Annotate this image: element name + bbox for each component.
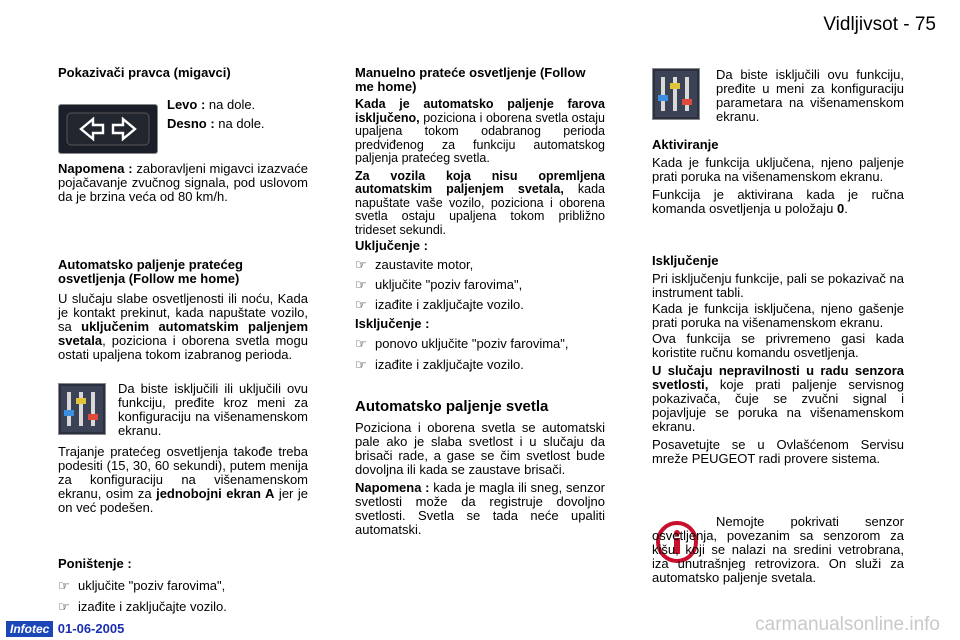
auto-lights-title: Automatsko paljenje svetla xyxy=(355,398,549,415)
config-menu-icon-2 xyxy=(652,68,700,120)
config-text-2-content: Da biste isključili ovu funkciju, pređite u meni za konfiguraciju parametara na višenamenskom ekranu. xyxy=(716,67,904,124)
on-item-1: zaustavite motor, xyxy=(375,257,474,272)
auto-lights-note-label: Napomena : xyxy=(355,480,430,495)
switch-on-section xyxy=(355,239,610,312)
list-item xyxy=(58,600,308,614)
switch-off-section xyxy=(355,317,610,372)
manual-bold: Kada je automatsko paljenje farova isključeno, xyxy=(355,97,605,125)
desno-label: Desno : xyxy=(167,116,215,131)
footer-date: 01-06-2005 xyxy=(57,621,125,636)
infotec-logo: Infotec xyxy=(6,621,53,637)
fault-bold: U slučaju nepravilnosti u radu senzora svetlosti, xyxy=(652,363,904,392)
watermark: carmanualsonline.info xyxy=(755,614,940,635)
levo-text: na dole. xyxy=(205,97,256,112)
activate-heading: Aktiviranje xyxy=(652,137,719,152)
cancel-section xyxy=(58,557,308,614)
hand-pointer-icon: ☞ xyxy=(58,578,70,593)
list-item xyxy=(355,258,610,272)
off-item-1: ponovo uključite "poziv farovima", xyxy=(375,336,569,351)
deactivate-section xyxy=(652,254,904,466)
hand-pointer-icon: ☞ xyxy=(355,336,367,351)
levo-desno-block xyxy=(167,98,307,131)
turn-signal-icon xyxy=(58,104,158,154)
activate-text-2c: . xyxy=(844,201,848,216)
indicator-note xyxy=(58,162,308,204)
config-text-1 xyxy=(118,382,308,438)
duration-text-bold: jednobojni ekran A xyxy=(156,486,275,501)
note-label: Napomena : xyxy=(58,161,133,176)
footer xyxy=(6,620,124,638)
page-title: Vidljivsot - 75 xyxy=(823,14,936,35)
hand-pointer-icon: ☞ xyxy=(58,599,70,614)
levo-line xyxy=(167,98,307,112)
auto-follow-text xyxy=(58,292,308,362)
column-1 xyxy=(58,66,308,80)
off-item-2: izađite i zaključajte vozilo. xyxy=(375,357,524,372)
duration-text xyxy=(58,445,308,515)
deactivate-text-3: Ova funkcija se privremeno gasi kada koristite ručnu komandu osvetljenja. xyxy=(652,331,904,360)
fault-text-content: koje prati paljenje servisnog pokazivača, čuje se zvučni signal i pojavljuje se poruka na višenamenskom ekranu. xyxy=(652,377,904,434)
hand-pointer-icon: ☞ xyxy=(355,277,367,292)
fault-text xyxy=(652,364,904,434)
deactivate-text-2: Kada je funkcija isključena, njeno gašenje prati poruka na višenamenskom ekranu. xyxy=(652,301,904,330)
cancel-item-2: izađite i zaključajte vozilo. xyxy=(78,599,227,614)
list-item xyxy=(58,579,308,593)
deactivate-text-1: Pri isključenju funkcije, pali se pokazivač na instrument tabli. xyxy=(652,271,904,300)
activate-text-2 xyxy=(652,188,904,216)
desno-line xyxy=(167,117,307,131)
note-text: zaboravljeni migavci izazvaće pojačavanje zvučnog signala, pod uslovom da je brzina veća od 80 km/h. xyxy=(58,161,308,204)
auto-lights-text: Poziciona i oborena svetla se automatski pale ako je slaba svetlost i u slučaju da brisači rade, a gase se čim svetlost bude dovoljna ili kada se zaustave brisači. xyxy=(355,420,605,477)
auto-follow-text-bold: uključenim automatskim paljenjem svetala xyxy=(58,319,309,348)
activate-text-2b: 0 xyxy=(837,201,845,216)
settings-sliders-icon xyxy=(653,69,699,119)
warning-text xyxy=(652,515,904,585)
desno-text: na dole. xyxy=(214,116,265,131)
auto-follow-text-b: , poziciona i oborena svetla mogu ostati upaljena tokom izabranog perioda. xyxy=(58,333,308,362)
hand-pointer-icon: ☞ xyxy=(355,357,367,372)
warning-text-content: Nemojte pokrivati senzor osvetljenja, povezanim sa senzorom za kišu, koji se nalazi na sredini vetrobrana, iza unutrašnjeg retrovizora. On služi za automatsko paljenje svetala. xyxy=(652,514,904,585)
duration-text-a: Trajanje pratećeg osvetljenja takođe treba podesiti (15, 30, 60 sekundi), putem menija za konfiguraciju na višenamenskom ekranu, osim za xyxy=(58,444,308,501)
cancel-heading: Poništenje : xyxy=(58,556,132,571)
cancel-item-1: uključite "poziv farovima", xyxy=(78,578,226,593)
manual-text-content: poziciona i oborena svetla ostaju upaljena tokom odabranog perioda predviđenog za funkciju automatskog paljenja pratećeg svetla. xyxy=(355,110,605,165)
settings-sliders-icon xyxy=(59,384,105,434)
service-text: Posavetujte se u Ovlašćenom Servisu mreže PEUGEOT radi provere sistema. xyxy=(652,437,904,466)
deactivate-heading: Isključenje xyxy=(652,253,719,268)
off-heading: Isključenje : xyxy=(355,316,430,331)
list-item xyxy=(355,337,610,351)
levo-label: Levo : xyxy=(167,97,206,112)
auto-lights-note-text: kada je magla ili sneg, senzor svetlosti može da registruje dovoljno svetlosti. Svetla se tada neće upaliti automatski. xyxy=(355,480,606,537)
auto-follow-text-a: U slučaju slabe osvetljenosti ili noću, Kada je kontakt prekinut, kada napuštate vozilo, sa xyxy=(58,291,308,334)
on-item-3: izađite i zaključajte vozilo. xyxy=(375,297,524,312)
column-2 xyxy=(355,66,605,237)
auto-lights-note xyxy=(355,481,605,537)
indicator-heading: Pokazivači pravca (migavci) xyxy=(58,65,231,80)
no-auto-text xyxy=(355,170,605,238)
auto-lights-section xyxy=(355,398,605,537)
config-text-1-content: Da biste isključili ili uključili ovu funkciju, pređite kroz meni za konfiguraciju na višenamenskom ekranu. xyxy=(118,381,308,438)
auto-follow-section xyxy=(58,258,308,362)
list-item xyxy=(355,298,610,312)
on-item-2: uključite "poziv farovima", xyxy=(375,277,523,292)
manual-text xyxy=(355,98,605,166)
activate-text-1: Kada je funkcija uključena, njeno paljenje prati poruka na višenamenskom ekranu. xyxy=(652,155,904,184)
duration-text-b: jer je on već podešen. xyxy=(58,486,309,515)
manual-heading: Manuelno prateće osvetljenje (Follow me home) xyxy=(355,65,586,94)
config-menu-icon-1 xyxy=(58,383,106,435)
activate-section xyxy=(652,138,904,216)
no-auto-bold: Za vozila koja nisu opremljena automatskim paljenjem svetala, xyxy=(355,168,605,196)
list-item xyxy=(355,358,610,372)
auto-follow-heading: Automatsko paljenje pratećeg osvetljenja (Follow me home) xyxy=(58,257,243,286)
activate-text-2a: Funkcija je aktivirana kada je ručna komanda osvetljenja u položaju xyxy=(652,187,904,216)
list-item xyxy=(355,278,610,292)
turn-signal-arrows-icon xyxy=(59,105,157,153)
config-text-2 xyxy=(716,68,904,124)
on-heading: Uključenje : xyxy=(355,238,428,253)
hand-pointer-icon: ☞ xyxy=(355,297,367,312)
no-auto-text-content: kada napuštate vaše vozilo, poziciona i oborena svetla ostaju upaljena tokom približno trideset sekundi. xyxy=(355,182,605,237)
hand-pointer-icon: ☞ xyxy=(355,257,367,272)
